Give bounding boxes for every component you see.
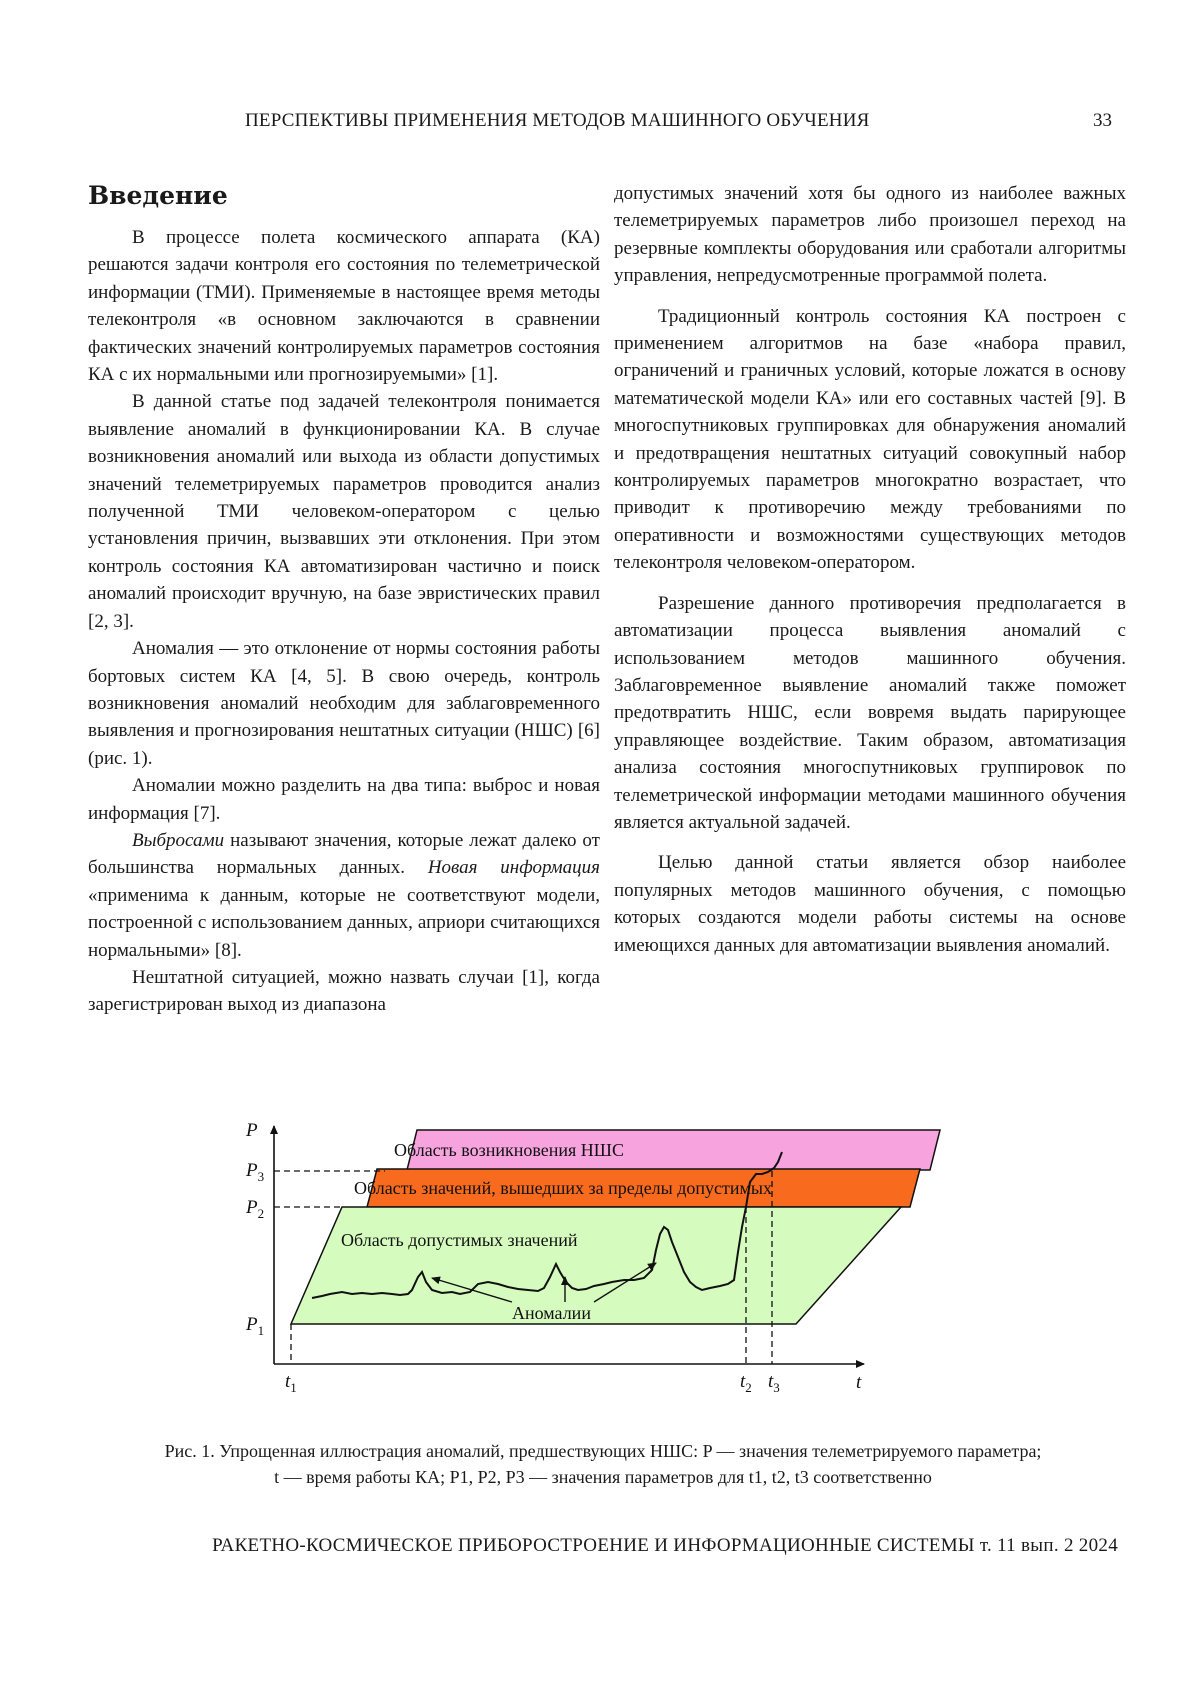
paragraph: Аномалия — это отклонение от нормы состояния работы бортовых систем КА [4, 5]. В свою очередь, контроль возникновения аномалий необходим для заблаговременного выявления и прогнозирования нештатных ситуации (НШС) [6] (рис. 1). xyxy=(88,638,600,769)
paragraph-text: называют значения, которые лежат далеко от большинства нормальных данных. xyxy=(88,829,600,879)
journal-footer: РАКЕТНО-КОСМИЧЕСКОЕ ПРИБОРОСТРОЕНИЕ И ИНФОРМАЦИОННЫЕ СИСТЕМЫ т. 11 вып. 2 2024 xyxy=(212,1535,1118,1556)
p2-label-sub: 2 xyxy=(257,1206,265,1221)
paragraph: Нештатной ситуацией, можно назвать случаи [1], когда зарегистрирован выход из диапазона xyxy=(88,966,600,1016)
paragraph: Традиционный контроль состояния КА построен с применением алгоритмов на базе «набора правил, ограничений и граничных условий, которые ложатся в основу математической модели КА» или его составных частей [9]. В многоспутниковых группировках для обнаружения аномалий и предотвращения нештатных ситуаций совокупный набор контролируемых параметров многократно возрастает, что приводит к противоречию между требованиями по оперативности и возможностями существующих методов телеконтроля человеком-оператором. xyxy=(614,305,1126,574)
running-title: ПЕРСПЕКТИВЫ ПРИМЕНЕНИЯ МЕТОДОВ МАШИННОГО ОБУЧЕНИЯ xyxy=(245,110,870,131)
paragraph: Аномалии можно разделить на два типа: выброс и новая информация [7]. xyxy=(88,775,600,824)
t2-label xyxy=(740,1371,752,1395)
paragraph: В процессе полета космического аппарата (КА) решаются задачи контроля его состояния по телеметрической информации (ТМИ). Применяемые в настоящее время методы телеконтроля «в основном заключаются в сравнении фактических значений контролируемых параметров состояния КА с их нормальными или прогнозируемыми» [1]. xyxy=(88,227,600,386)
x-axis-label: t xyxy=(856,1372,862,1393)
zone-exceeded-label: Область значений, вышедших за пределы допустимых xyxy=(354,1178,773,1198)
p3-label-sub: 3 xyxy=(257,1169,265,1184)
paragraph: Целью данной статьи является обзор наиболее популярных методов машинного обучения, с помощью которых создаются модели работы системы на основе имеющихся данных для автоматизации выявления аномалий. xyxy=(614,852,1126,956)
caption-line-1: Рис. 1. Упрощенная иллюстрация аномалий, предшествующих НШС: P — значения телеметрируемого параметра; xyxy=(164,1441,1042,1461)
p1-label-sub: 1 xyxy=(257,1323,265,1338)
paragraph xyxy=(88,827,600,964)
t2-label-main: t xyxy=(740,1371,746,1392)
t3-label xyxy=(768,1371,780,1395)
section-title: Введение xyxy=(88,181,228,210)
p2-label xyxy=(245,1197,264,1221)
p2-label-main: P xyxy=(246,1197,258,1218)
zone-allowed-label: Область допустимых значений xyxy=(341,1230,578,1250)
t1-label xyxy=(285,1371,297,1395)
term-novelty: Новая информация xyxy=(427,857,600,879)
p3-label-main: P xyxy=(246,1160,258,1181)
anomaly-diagram xyxy=(246,1112,940,1422)
zone-allowed-shape xyxy=(291,1207,901,1324)
left-column xyxy=(88,180,600,1019)
t1-label-main: t xyxy=(285,1371,291,1392)
y-axis-label: P xyxy=(246,1120,258,1141)
t3-label-main: t xyxy=(768,1371,774,1392)
right-column xyxy=(614,180,1126,972)
paragraph: Разрешение данного противоречия предполагается в автоматизации процесса выявления аномалий с использованием методов машинного обучения. Заблаговременное выявление аномалий также поможет предотвратить НШС, если вовремя выдать парирующее управляющее воздействие. Таким образом, автоматизация анализа состояния многоспутниковых группировок по телеметрической информации методами машинного обучения является актуальной задачей. xyxy=(614,592,1126,833)
figure-caption xyxy=(88,1438,1118,1490)
running-header xyxy=(0,110,1200,140)
caption-line-2: t — время работы КА; P1, P2, P3 — значения параметров для t1, t2, t3 соответственно xyxy=(274,1467,932,1487)
p1-label xyxy=(245,1314,264,1338)
paragraph: допустимых значений хотя бы одного из наиболее важных телеметрируемых параметров либо произошел переход на резервные комплекты оборудования или сработали алгоритмы управления, непредусмотренные программой полета. xyxy=(614,183,1126,287)
p1-label-main: P xyxy=(246,1314,258,1335)
zone-emergency-label: Область возникновения НШС xyxy=(394,1140,624,1160)
t2-label-sub: 2 xyxy=(745,1380,752,1395)
paragraph-text: «применима к данным, которые не соответствуют модели, построенной с использованием данных, априори считающихся нормальными» [8]. xyxy=(88,884,600,961)
paragraph: В данной статье под задачей телеконтроля понимается выявление аномалий в функционировании КА. В случае возникновения аномалий или выхода из области допустимых значений телеметрируемых параметров проводится анализ полученной ТМИ человеком-оператором с целью установления причин, вызвавших эти отклонения. При этом контроль состояния КА автоматизирован частично и поиск аномалий происходит вручную, на базе эвристических правил [2, 3]. xyxy=(88,391,600,632)
anomalies-label: Аномалии xyxy=(512,1303,591,1323)
term-outliers: Выбросами xyxy=(132,829,225,851)
page-number: 33 xyxy=(1093,110,1112,131)
figure-1 xyxy=(246,1112,940,1422)
t3-label-sub: 3 xyxy=(773,1380,780,1395)
p3-label xyxy=(245,1160,264,1184)
t1-label-sub: 1 xyxy=(290,1380,297,1395)
